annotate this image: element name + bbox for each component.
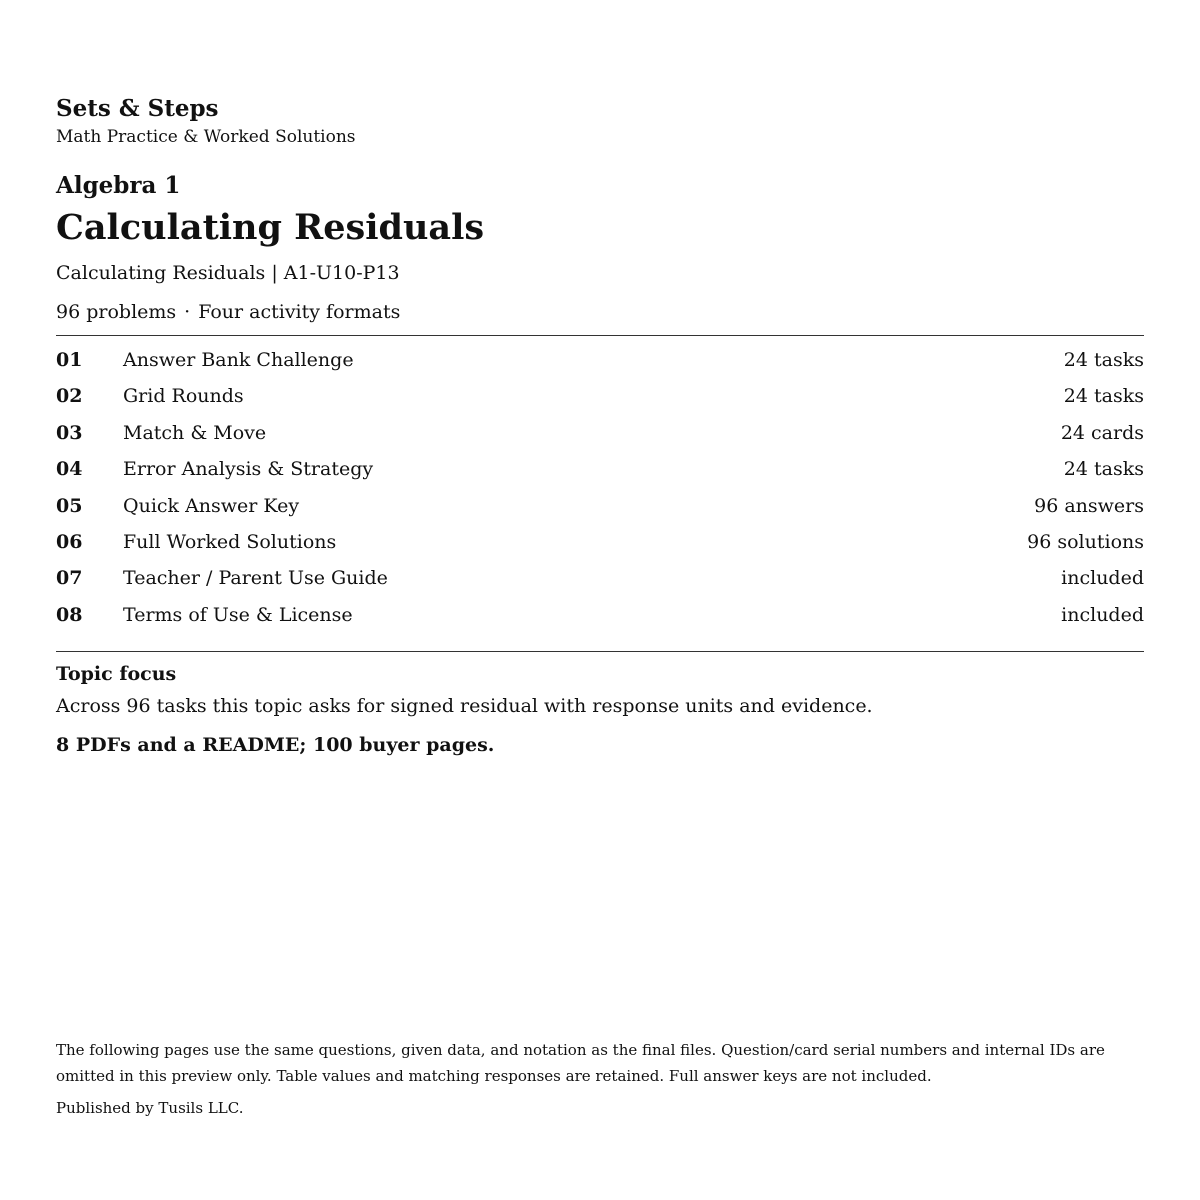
item-count: included [1061, 603, 1144, 626]
contents-row [56, 415, 1144, 451]
course-name: Algebra 1 [56, 172, 181, 199]
item-number: 04 [56, 458, 83, 481]
contents-row [56, 378, 1144, 414]
contents-bottom-divider [56, 651, 1144, 652]
item-number: 01 [56, 349, 83, 371]
item-number: 07 [56, 567, 83, 590]
item-number: 05 [56, 494, 83, 517]
topic-focus-heading: Topic focus [56, 663, 177, 685]
item-label: Terms of Use & License [123, 603, 353, 626]
brand-name: Sets & Steps [56, 95, 219, 122]
product-meta [56, 299, 400, 325]
topic-focus-text: Across 96 tasks this topic asks for signed residual with response units and evidence. [56, 695, 873, 717]
activity-formats: Four activity formats [198, 301, 401, 323]
item-count: 24 tasks [1063, 385, 1144, 408]
item-label: Grid Rounds [123, 385, 244, 408]
item-count: 96 answers [1034, 494, 1144, 517]
item-label: Quick Answer Key [123, 494, 300, 517]
contents-top-divider [56, 335, 1144, 336]
item-count: 24 cards [1060, 421, 1144, 444]
item-count: 24 tasks [1063, 458, 1144, 481]
item-number: 06 [56, 530, 83, 553]
contents-row [56, 488, 1144, 524]
item-count: 24 tasks [1063, 349, 1144, 371]
contents-row [56, 524, 1144, 560]
item-number: 02 [56, 385, 83, 408]
item-count: 96 solutions [1027, 530, 1144, 553]
preview-disclaimer: The following pages use the same questions, given data, and notation as the final files. Question/card serial numbers and internal IDs are omitted in this preview only. Table values and matching responses are retained. Full answer keys are not included. [56, 1041, 1105, 1085]
files-note: 8 PDFs and a README; 100 buyer pages. [56, 734, 495, 756]
contents-list [56, 342, 1144, 633]
item-label: Teacher / Parent Use Guide [123, 567, 388, 590]
item-label: Match & Move [123, 421, 267, 444]
preview-page [56, 0, 1144, 1200]
item-number: 03 [56, 421, 83, 444]
brand-tagline: Math Practice & Worked Solutions [56, 127, 356, 147]
contents-row [56, 342, 1144, 378]
publisher-line: Published by Tusils LLC. [56, 1099, 244, 1117]
contents-row [56, 451, 1144, 487]
item-count: included [1061, 567, 1144, 590]
item-label: Full Worked Solutions [123, 530, 337, 553]
item-label: Error Analysis & Strategy [123, 458, 374, 481]
item-number: 08 [56, 603, 83, 626]
contents-row [56, 597, 1144, 633]
product-code: Calculating Residuals | A1-U10-P13 [56, 262, 400, 284]
page-title: Calculating Residuals [56, 207, 485, 248]
meta-separator: · [184, 301, 191, 323]
problem-count: 96 problems [56, 301, 177, 323]
item-label: Answer Bank Challenge [123, 349, 354, 371]
contents-row [56, 560, 1144, 596]
